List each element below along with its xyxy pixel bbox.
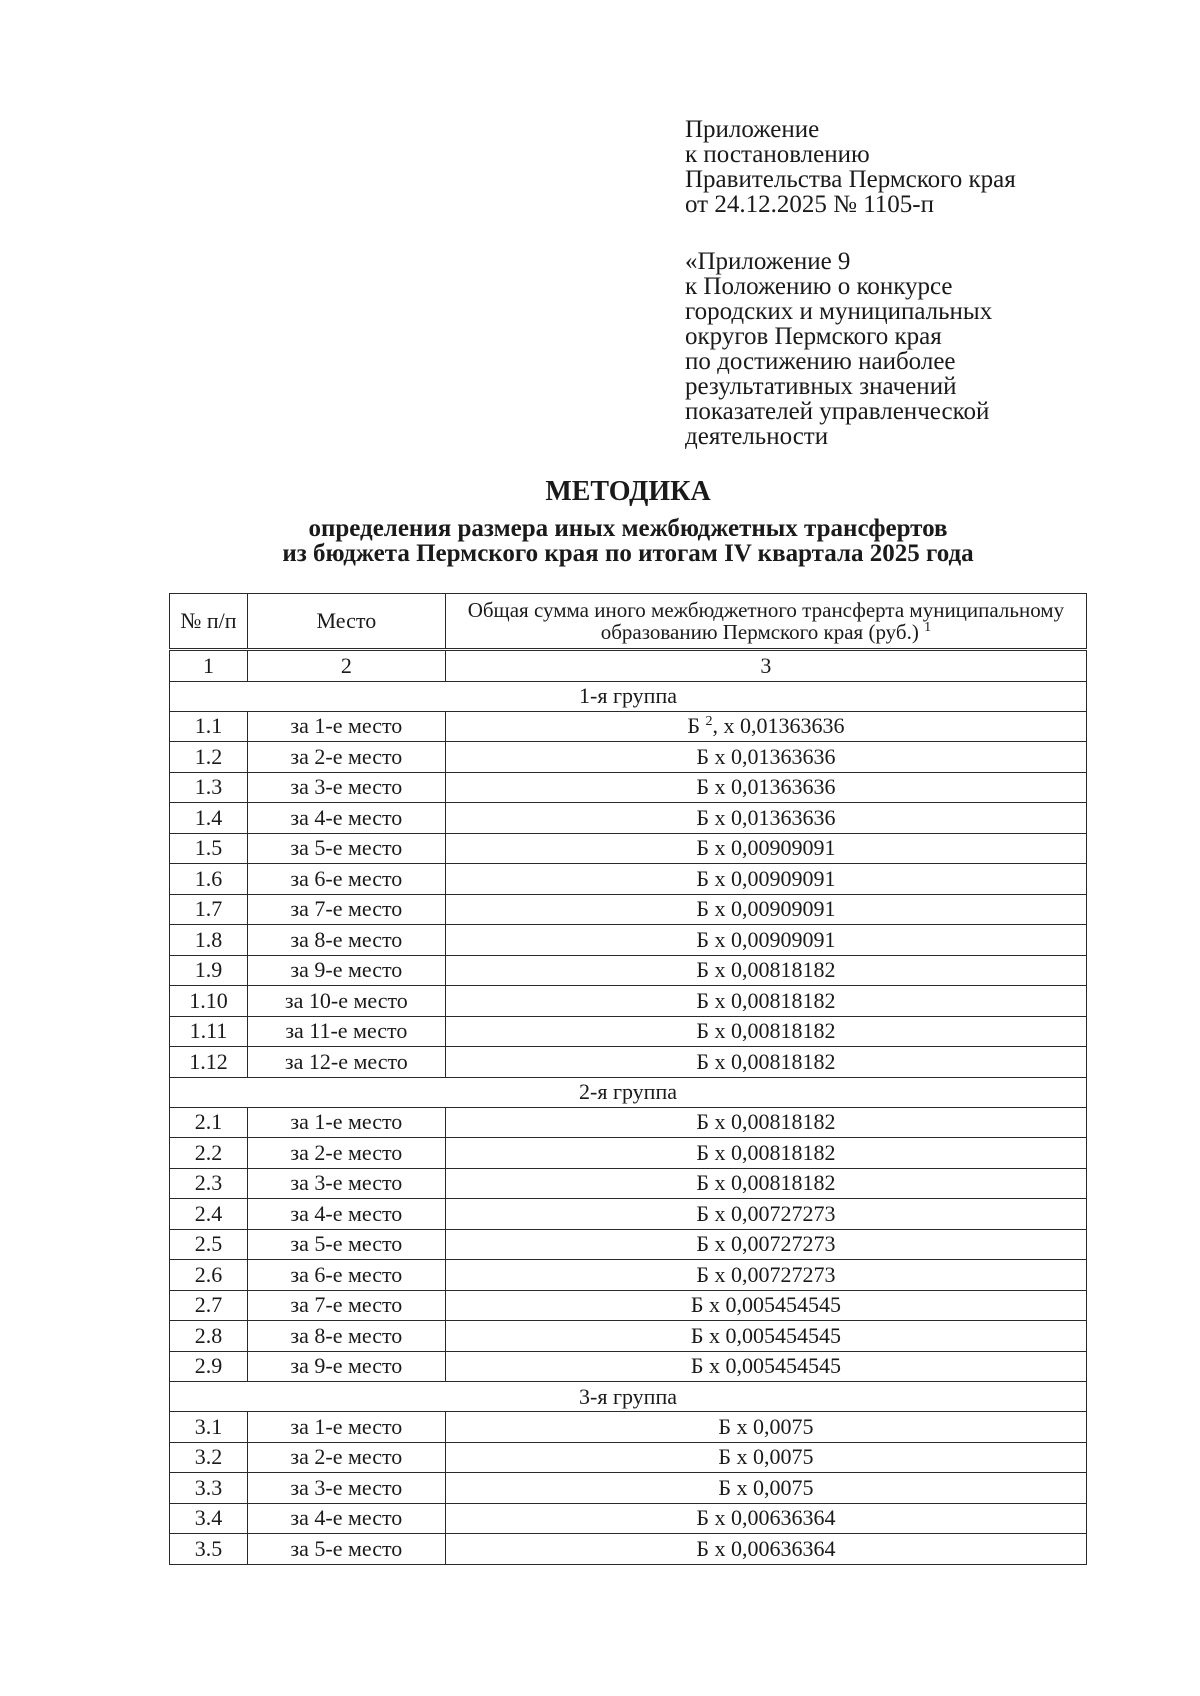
row-place: за 2-е место xyxy=(247,1138,445,1169)
table-row xyxy=(170,1199,1087,1230)
table-row xyxy=(170,833,1087,864)
table-row xyxy=(170,1503,1087,1534)
table-row xyxy=(170,1290,1087,1321)
header-sum-text: Общая сумма иного межбюджетного трансферта муниципальному образованию Пермского края (руб.) xyxy=(467,598,1065,644)
group-title: 1-я группа xyxy=(170,681,1087,711)
row-place: за 1-е место xyxy=(247,711,445,742)
row-place: за 2-е место xyxy=(247,742,445,773)
annex-line: Приложение xyxy=(685,116,820,143)
row-formula: Б x 0,0075 xyxy=(445,1442,1086,1473)
row-place: за 7-е место xyxy=(247,1290,445,1321)
row-num: 3.1 xyxy=(170,1412,248,1443)
group-title: 3-я группа xyxy=(170,1382,1087,1412)
column-number: 3 xyxy=(445,650,1086,682)
table-row xyxy=(170,1473,1087,1504)
group-header-row xyxy=(170,1382,1087,1412)
row-num: 2.9 xyxy=(170,1351,248,1382)
row-place: за 6-е место xyxy=(247,1260,445,1291)
table-row xyxy=(170,1412,1087,1443)
table-row xyxy=(170,1016,1087,1047)
row-place: за 1-е место xyxy=(247,1107,445,1138)
row-formula: Б x 0,00818182 xyxy=(445,1107,1086,1138)
row-num: 1.4 xyxy=(170,803,248,834)
row-num: 3.4 xyxy=(170,1503,248,1534)
header-sum xyxy=(445,594,1086,650)
table-row xyxy=(170,1107,1087,1138)
row-place: за 8-е место xyxy=(247,925,445,956)
table-row xyxy=(170,742,1087,773)
row-num: 2.7 xyxy=(170,1290,248,1321)
row-formula: Б x 0,0075 xyxy=(445,1412,1086,1443)
row-num: 2.2 xyxy=(170,1138,248,1169)
row-formula: Б x 0,00818182 xyxy=(445,1138,1086,1169)
row-formula: Б x 0,00636364 xyxy=(445,1503,1086,1534)
table-row xyxy=(170,1168,1087,1199)
row-formula: Б x 0,005454545 xyxy=(445,1321,1086,1352)
table-row xyxy=(170,894,1087,925)
row-place: за 5-е место xyxy=(247,1229,445,1260)
table-row xyxy=(170,986,1087,1017)
row-formula: Б x 0,00818182 xyxy=(445,1168,1086,1199)
column-number: 2 xyxy=(247,650,445,682)
sub-annex-line: деятельности xyxy=(685,423,829,450)
table-row xyxy=(170,711,1087,742)
row-place: за 10-е место xyxy=(247,986,445,1017)
table-row xyxy=(170,1351,1087,1382)
formula-text: Б xyxy=(687,713,700,739)
row-num: 1.8 xyxy=(170,925,248,956)
row-num: 1.5 xyxy=(170,833,248,864)
row-num: 1.2 xyxy=(170,742,248,773)
table-row xyxy=(170,772,1087,803)
row-formula: Б x 0,01363636 xyxy=(445,803,1086,834)
row-place: за 2-е место xyxy=(247,1442,445,1473)
row-place: за 5-е место xyxy=(247,833,445,864)
row-place: за 8-е место xyxy=(247,1321,445,1352)
footnote-marker: 1 xyxy=(924,620,932,635)
row-place: за 4-е место xyxy=(247,803,445,834)
row-num: 1.9 xyxy=(170,955,248,986)
row-place: за 7-е место xyxy=(247,894,445,925)
table-row xyxy=(170,1047,1087,1078)
table-row xyxy=(170,1442,1087,1473)
subtitle-line: из бюджета Пермского края по итогам IV квартала 2025 года xyxy=(282,540,974,567)
row-formula: Б x 0,005454545 xyxy=(445,1290,1086,1321)
row-formula: Б x 0,01363636 xyxy=(445,742,1086,773)
column-number: 1 xyxy=(170,650,248,682)
table-row xyxy=(170,925,1087,956)
row-num: 3.2 xyxy=(170,1442,248,1473)
table-row xyxy=(170,1534,1087,1565)
sub-annex-line: показателей управленческой xyxy=(685,398,990,425)
annex-line: Правительства Пермского края xyxy=(685,166,1016,193)
row-formula: Б x 0,00727273 xyxy=(445,1229,1086,1260)
table-row xyxy=(170,864,1087,895)
table-row xyxy=(170,1321,1087,1352)
row-num: 1.1 xyxy=(170,711,248,742)
sub-annex-line: к Положению о конкурсе xyxy=(685,273,953,300)
row-place: за 9-е место xyxy=(247,955,445,986)
row-num: 2.3 xyxy=(170,1168,248,1199)
row-num: 1.7 xyxy=(170,894,248,925)
row-place: за 3-е место xyxy=(247,772,445,803)
row-formula: Б x 0,00909091 xyxy=(445,925,1086,956)
row-formula: Б x 0,00909091 xyxy=(445,833,1086,864)
document-title: МЕТОДИКА xyxy=(545,476,711,507)
group-header-row xyxy=(170,1077,1087,1107)
row-formula xyxy=(445,711,1086,742)
document-subtitle xyxy=(0,516,1200,566)
sub-annex-header xyxy=(685,249,992,449)
row-num: 2.4 xyxy=(170,1199,248,1230)
row-place: за 4-е место xyxy=(247,1503,445,1534)
row-num: 1.6 xyxy=(170,864,248,895)
header-num: № п/п xyxy=(170,594,248,650)
row-place: за 11-е место xyxy=(247,1016,445,1047)
footnote-marker: 2 xyxy=(705,714,713,730)
row-formula: Б x 0,00818182 xyxy=(445,955,1086,986)
row-num: 1.12 xyxy=(170,1047,248,1078)
row-num: 2.1 xyxy=(170,1107,248,1138)
row-num: 1.11 xyxy=(170,1016,248,1047)
row-formula: Б x 0,00818182 xyxy=(445,986,1086,1017)
annex-line: к постановлению xyxy=(685,141,870,168)
row-place: за 4-е место xyxy=(247,1199,445,1230)
table-header-row xyxy=(170,594,1087,650)
table-row xyxy=(170,803,1087,834)
row-place: за 3-е место xyxy=(247,1168,445,1199)
header-place: Место xyxy=(247,594,445,650)
table-row xyxy=(170,1229,1087,1260)
row-formula: Б x 0,00727273 xyxy=(445,1260,1086,1291)
annex-header xyxy=(685,117,1016,217)
row-formula: Б x 0,00727273 xyxy=(445,1199,1086,1230)
row-formula: Б x 0,0075 xyxy=(445,1473,1086,1504)
row-formula: Б x 0,005454545 xyxy=(445,1351,1086,1382)
row-place: за 12-е место xyxy=(247,1047,445,1078)
row-place: за 9-е место xyxy=(247,1351,445,1382)
row-num: 1.10 xyxy=(170,986,248,1017)
row-num: 3.5 xyxy=(170,1534,248,1565)
table-row xyxy=(170,1138,1087,1169)
row-num: 2.5 xyxy=(170,1229,248,1260)
row-place: за 5-е место xyxy=(247,1534,445,1565)
row-formula: Б x 0,00909091 xyxy=(445,894,1086,925)
row-num: 2.8 xyxy=(170,1321,248,1352)
row-num: 3.3 xyxy=(170,1473,248,1504)
row-num: 2.6 xyxy=(170,1260,248,1291)
row-formula: Б x 0,00636364 xyxy=(445,1534,1086,1565)
sub-annex-line: округов Пермского края xyxy=(685,323,942,350)
row-formula: Б x 0,01363636 xyxy=(445,772,1086,803)
sub-annex-line: городских и муниципальных xyxy=(685,298,993,325)
row-place: за 6-е место xyxy=(247,864,445,895)
row-place: за 3-е место xyxy=(247,1473,445,1504)
table-row xyxy=(170,955,1087,986)
row-num: 1.3 xyxy=(170,772,248,803)
annex-line: от 24.12.2025 № 1105-п xyxy=(685,191,934,218)
sub-annex-line: «Приложение 9 xyxy=(685,248,851,275)
formula-text: , x 0,01363636 xyxy=(712,713,845,739)
subtitle-line: определения размера иных межбюджетных трансфертов xyxy=(308,515,948,542)
row-place: за 1-е место xyxy=(247,1412,445,1443)
group-title: 2-я группа xyxy=(170,1077,1087,1107)
sub-annex-line: результативных значений xyxy=(685,373,957,400)
transfer-table xyxy=(169,593,1087,1565)
sub-annex-line: по достижению наиболее xyxy=(685,348,956,375)
column-number-row xyxy=(170,650,1087,682)
row-formula: Б x 0,00909091 xyxy=(445,864,1086,895)
group-header-row xyxy=(170,681,1087,711)
row-formula: Б x 0,00818182 xyxy=(445,1047,1086,1078)
row-formula: Б x 0,00818182 xyxy=(445,1016,1086,1047)
table-row xyxy=(170,1260,1087,1291)
